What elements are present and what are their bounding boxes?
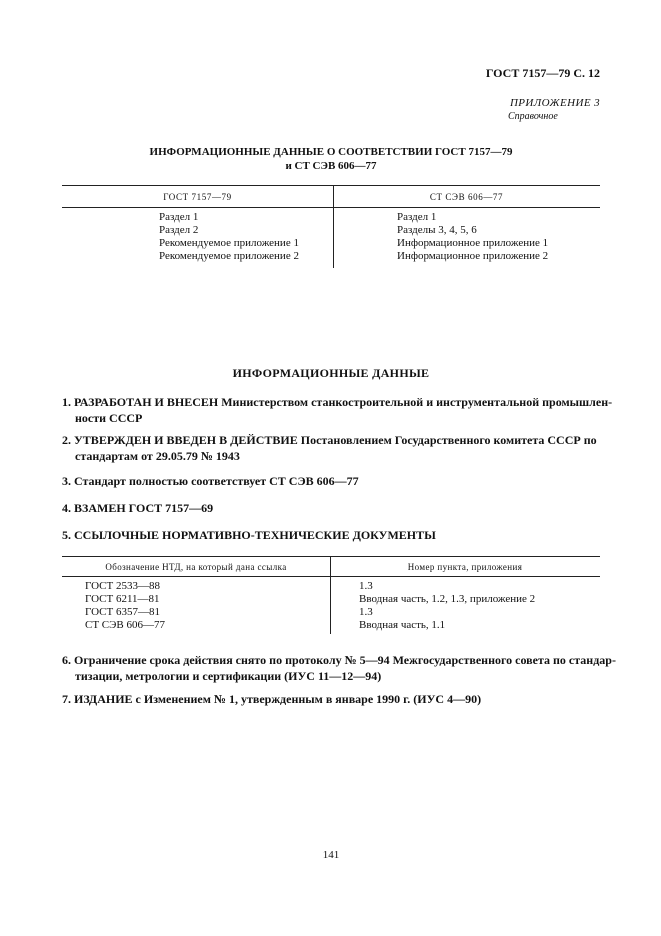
info-item-1-line1: 1. РАЗРАБОТАН И ВНЕСЕН Министерством станкостроительной и инструментальной промышлен- <box>62 395 613 409</box>
table-column-clause <box>359 580 535 632</box>
info-item-1 <box>62 394 613 426</box>
table-cell: СТ СЭВ 606—77 <box>85 619 165 631</box>
page-number: 141 <box>322 849 340 861</box>
table-top-rule <box>62 556 600 557</box>
table-header-doc: Обозначение НТД, на который дана ссылка <box>105 562 287 572</box>
table-cell: Вводная часть, 1.2, 1.3, приложение 2 <box>359 593 536 605</box>
table-cell: ГОСТ 6211—81 <box>85 593 160 605</box>
table-cell: Разделы 3, 4, 5, 6 <box>397 224 477 236</box>
page-reference: ГОСТ 7157—79 С. 12 <box>485 66 600 80</box>
table-cell: ГОСТ 6357—81 <box>85 606 160 618</box>
table-header-st: СТ СЭВ 606—77 <box>429 192 504 202</box>
table-cell: 1.3 <box>359 606 373 618</box>
table-cell: Рекомендуемое приложение 1 <box>159 237 299 249</box>
table-cell: Вводная часть, 1.1 <box>359 619 446 631</box>
info-item-1-line2: ности СССР <box>75 411 143 425</box>
info-item-6-line2: тизации, метрологии и сертификации (ИУС 11—12—94) <box>75 669 382 683</box>
correspondence-title-line1: ИНФОРМАЦИОННЫЕ ДАННЫЕ О СООТВЕТСТВИИ ГОСТ 7157—79 <box>149 146 513 158</box>
table-column-st <box>397 211 548 263</box>
info-item-3: 3. Стандарт полностью соответствует СТ СЭВ 606—77 <box>62 474 359 488</box>
table-header-rule <box>62 207 600 208</box>
info-item-2-line2: стандартам от 29.05.79 № 1943 <box>75 449 240 463</box>
table-cell: 1.3 <box>359 580 373 592</box>
info-item-2-line1: 2. УТВЕРЖДЕН И ВВЕДЕН В ДЕЙСТВИЕ Постановлением Государственного комитета СССР по <box>62 433 597 447</box>
table-cell: Информационное приложение 1 <box>397 237 549 249</box>
info-item-5: 5. ССЫЛОЧНЫЕ НОРМАТИВНО-ТЕХНИЧЕСКИЕ ДОКУМЕНТЫ <box>62 528 436 542</box>
table-header-gost: ГОСТ 7157—79 <box>163 192 232 202</box>
table-cell: Раздел 1 <box>397 211 437 223</box>
appendix-note: Справочное <box>508 111 558 122</box>
correspondence-title-line2: и СТ СЭВ 606—77 <box>285 160 377 172</box>
table-cell: Информационное приложение 2 <box>397 250 549 262</box>
table-header-clause: Номер пункта, приложения <box>407 562 523 572</box>
table-top-rule <box>62 185 600 186</box>
info-item-6-line1: 6. Ограничение срока действия снято по протоколу № 5—94 Межгосударственного совета по стандар- <box>62 653 616 667</box>
table-cell: ГОСТ 2533—88 <box>85 580 160 592</box>
table-column-doc <box>85 580 165 632</box>
info-item-6 <box>62 652 616 684</box>
table-cell: Раздел 1 <box>159 211 199 223</box>
info-item-2 <box>62 432 607 464</box>
table-cell: Рекомендуемое приложение 2 <box>159 250 299 262</box>
table-column-gost <box>159 211 299 263</box>
table-cell: Раздел 2 <box>159 224 199 236</box>
info-title: ИНФОРМАЦИОННЫЕ ДАННЫЕ <box>232 366 430 380</box>
info-item-7: 7. ИЗДАНИЕ с Изменением № 1, утвержденным в январе 1990 г. (ИУС 4—90) <box>62 692 482 706</box>
info-item-4: 4. ВЗАМЕН ГОСТ 7157—69 <box>62 501 214 515</box>
appendix-label: ПРИЛОЖЕНИЕ 3 <box>509 97 600 109</box>
table-header-rule <box>62 576 600 577</box>
